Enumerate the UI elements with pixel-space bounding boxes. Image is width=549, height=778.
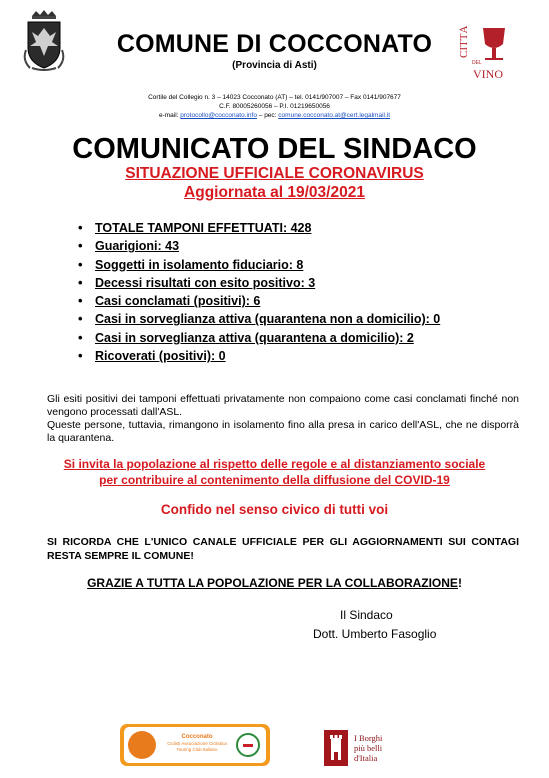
contact-email-line (0, 112, 549, 121)
official-channel-reminder: SI RICORDA CHE L'UNICO CANALE UFFICIALE PER GLI AGGIORNAMENTI SUI CONTAGI RESTA SEMPRE IL COMUNE! (47, 536, 519, 562)
thanks-punct: ! (457, 576, 462, 590)
invite-line-2: per contribuire al contenimento della diffusione del COVID-19 (99, 472, 450, 487)
announcement-title: COMUNICATO DEL SINDACO (72, 133, 477, 165)
contact-address: Cortile del Collegio n. 3 – 14023 Cocconato (AT) – tel. 0141/907007 – Fax 0141/907677 (148, 94, 401, 101)
province-label: (Provincia di Asti) (232, 60, 317, 71)
logo1-title: Cocconato (181, 734, 213, 740)
stat-hospitalized: • Ricoverati (positivi): 0 (78, 347, 508, 365)
stat-quarantine-not-home: • Casi in sorveglianza attiva (quarantena non a domicilio): 0 (78, 310, 508, 328)
email-label: e-mail: (158, 112, 181, 119)
logo1-subtitle-2: Touring Club Italiano (176, 746, 218, 752)
stat-recoveries: • Guarigioni: 43 (78, 237, 508, 255)
citta-logo-line2: DEL (472, 60, 482, 66)
association-badge-icon (236, 733, 260, 757)
stat-positive-cases: • Casi conclamati (positivi): 6 (78, 292, 508, 310)
signature-name: Dott. Umberto Fasoglio (313, 627, 437, 641)
invite-note (0, 457, 549, 488)
cycling-association-logo (120, 724, 270, 766)
municipality-title: COMUNE DI COCCONATO (116, 30, 433, 58)
stat-quarantine-home: • Casi in sorveglianza attiva (quarantena a domicilio): 2 (78, 329, 508, 347)
thanks-line (0, 576, 549, 590)
announcement-date: Aggiornata al 19/03/2021 (184, 184, 365, 201)
tower-icon (324, 730, 348, 766)
pec-label: – pec: (256, 112, 279, 119)
signature-role: Il Sindaco (340, 608, 393, 622)
announcement-subtitle: SITUAZIONE UFFICIALE CORONAVIRUS (125, 165, 424, 182)
stats-list (78, 219, 508, 365)
email-link[interactable]: protocollo@cocconato.info (180, 112, 257, 119)
bicycle-icon (128, 731, 156, 759)
logo1-subtitle: Ciclisti Associazione Ciclistica (167, 741, 227, 746)
thanks-text: GRAZIE A TUTTA LA POPOLAZIONE PER LA COLLABORAZIONE (87, 576, 458, 590)
logo2-line-1: I Borghi (354, 733, 383, 743)
note-paragraph-1: Gli esiti positivi dei tamponi effettuati privatamente non compaiono come casi conclamati finché non vengono processati dall'ASL. (47, 393, 519, 418)
stat-deaths: • Decessi risultati con esito positivo: 3 (78, 274, 508, 292)
invite-line-1: Si invita la popolazione al rispetto delle regole e al distanziamento sociale (63, 457, 486, 471)
stat-fiduciary-isolation: • Soggetti in isolamento fiduciario: 8 (78, 256, 508, 274)
civic-note: Confido nel senso civico di tutti voi (160, 502, 389, 517)
citta-logo-line3: VINO (473, 67, 503, 80)
contact-fiscal: C.F. 80005260056 – P.I. 01219650056 (219, 103, 330, 110)
borghi-piu-belli-logo (324, 730, 414, 766)
pec-link[interactable]: comune.cocconato.at@cert.legalmail.it (278, 112, 391, 119)
logo2-line-3: d'Italia (354, 753, 378, 763)
citta-logo-line1: CITTÀ (459, 25, 470, 58)
stat-total-tests: • TOTALE TAMPONI EFFETTUATI: 428 (78, 219, 508, 237)
note-paragraph-2: Queste persone, tuttavia, rimangono in isolamento fino alla presa in carico dell'ASL, che ne disporrà la quarantena. (47, 419, 519, 444)
logo2-line-2: più belli (354, 743, 383, 753)
